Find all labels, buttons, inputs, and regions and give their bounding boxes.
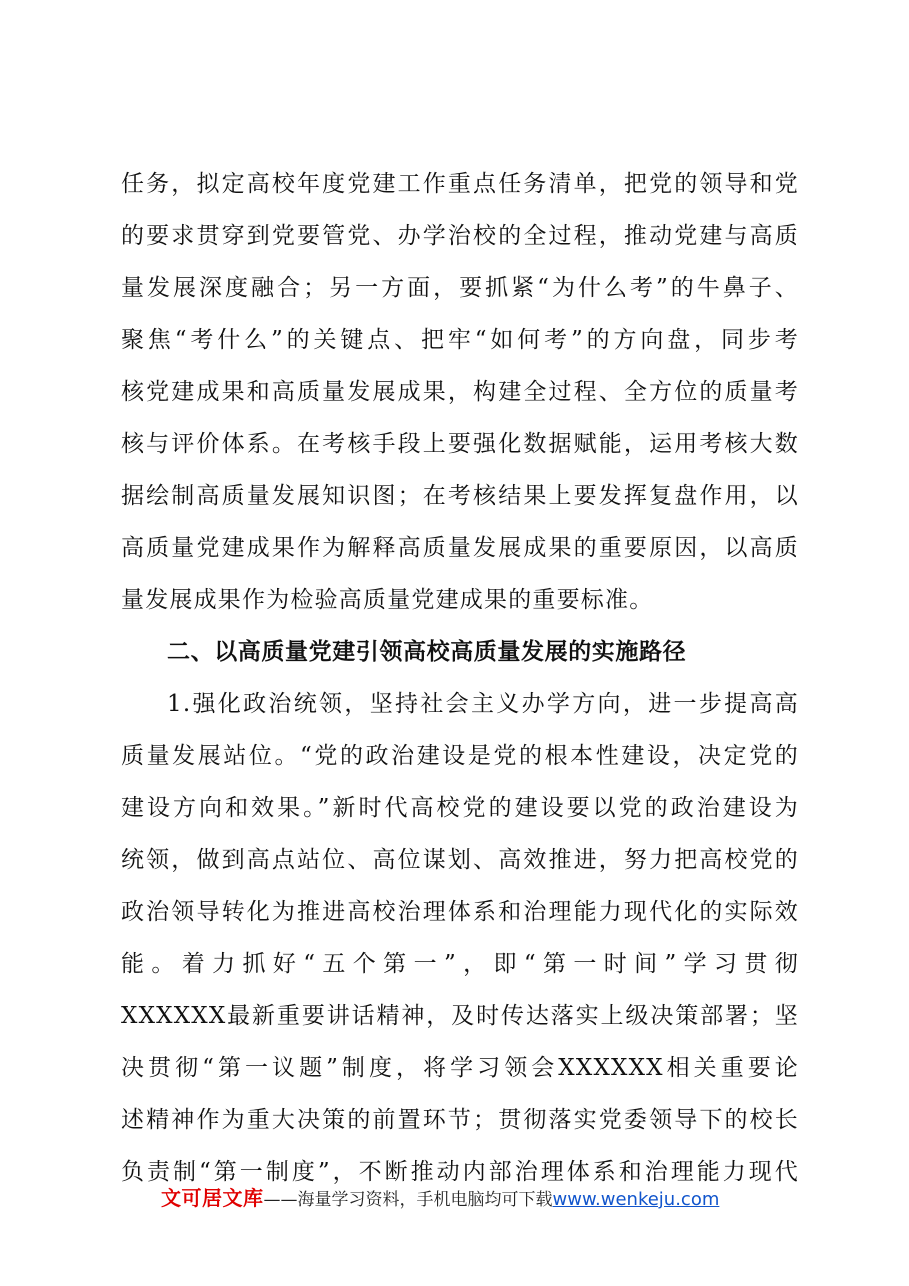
footer-brand: 文可居文库 [161, 1186, 264, 1210]
paragraph-line: 决贯彻“第一议题”制度，将学习领会XXXXXX相关重要论 [121, 1055, 799, 1081]
paragraph-line: XXXXXX最新重要讲话精神，及时传达落实上级决策部署；坚 [121, 1003, 799, 1029]
paragraph-line: 1.强化政治统领，坚持社会主义办学方向，进一步提高高 [167, 691, 799, 717]
paragraph-line: 建设方向和效果。”新时代高校党的建设要以党的政治建设为 [121, 795, 799, 821]
paragraph-line: 能。着力抓好“五个第一”，即“第一时间”学习贯彻 [121, 951, 799, 977]
paragraph-line: 质量发展站位。“党的政治建设是党的根本性建设，决定党的 [121, 743, 799, 769]
paragraph-line: 量发展成果作为检验高质量党建成果的重要标准。 [121, 587, 654, 613]
section-heading: 二、以高质量党建引领高校高质量发展的实施路径 [167, 639, 687, 665]
paragraph-line: 高质量党建成果作为解释高质量发展成果的重要原因，以高质 [121, 535, 799, 561]
paragraph-line: 统领，做到高点站位、高位谋划、高效推进，努力把高校党的 [121, 847, 799, 873]
paragraph-line: 负责制“第一制度”，不断推动内部治理体系和治理能力现代 [121, 1159, 799, 1185]
paragraph-line: 核与评价体系。在考核手段上要强化数据赋能，运用考核大数 [121, 431, 799, 457]
paragraph-line: 任务，拟定高校年度党建工作重点任务清单，把党的领导和党 [121, 171, 799, 197]
paragraph-line: 聚焦“考什么”的关键点、把牢“如何考”的方向盘，同步考 [121, 327, 799, 353]
document-body [121, 158, 799, 1198]
footer-link[interactable]: www.wenkeju.com [552, 1189, 720, 1210]
paragraph-line: 的要求贯穿到党要管党、办学治校的全过程，推动党建与高质 [121, 223, 799, 249]
paragraph-line: 核党建成果和高质量发展成果，构建全过程、全方位的质量考 [121, 379, 799, 405]
footer-tagline: ——海量学习资料，手机电脑均可下载 [263, 1190, 553, 1210]
paragraph-line: 量发展深度融合；另一方面，要抓紧“为什么考”的牛鼻子、 [121, 275, 799, 301]
paragraph-line: 据绘制高质量发展知识图；在考核结果上要发挥复盘作用，以 [121, 483, 799, 509]
paragraph-line: 政治领导转化为推进高校治理体系和治理能力现代化的实际效 [121, 899, 799, 925]
paragraph-line: 述精神作为重大决策的前置环节；贯彻落实党委领导下的校长 [121, 1107, 799, 1133]
footer-banner [161, 1184, 719, 1212]
